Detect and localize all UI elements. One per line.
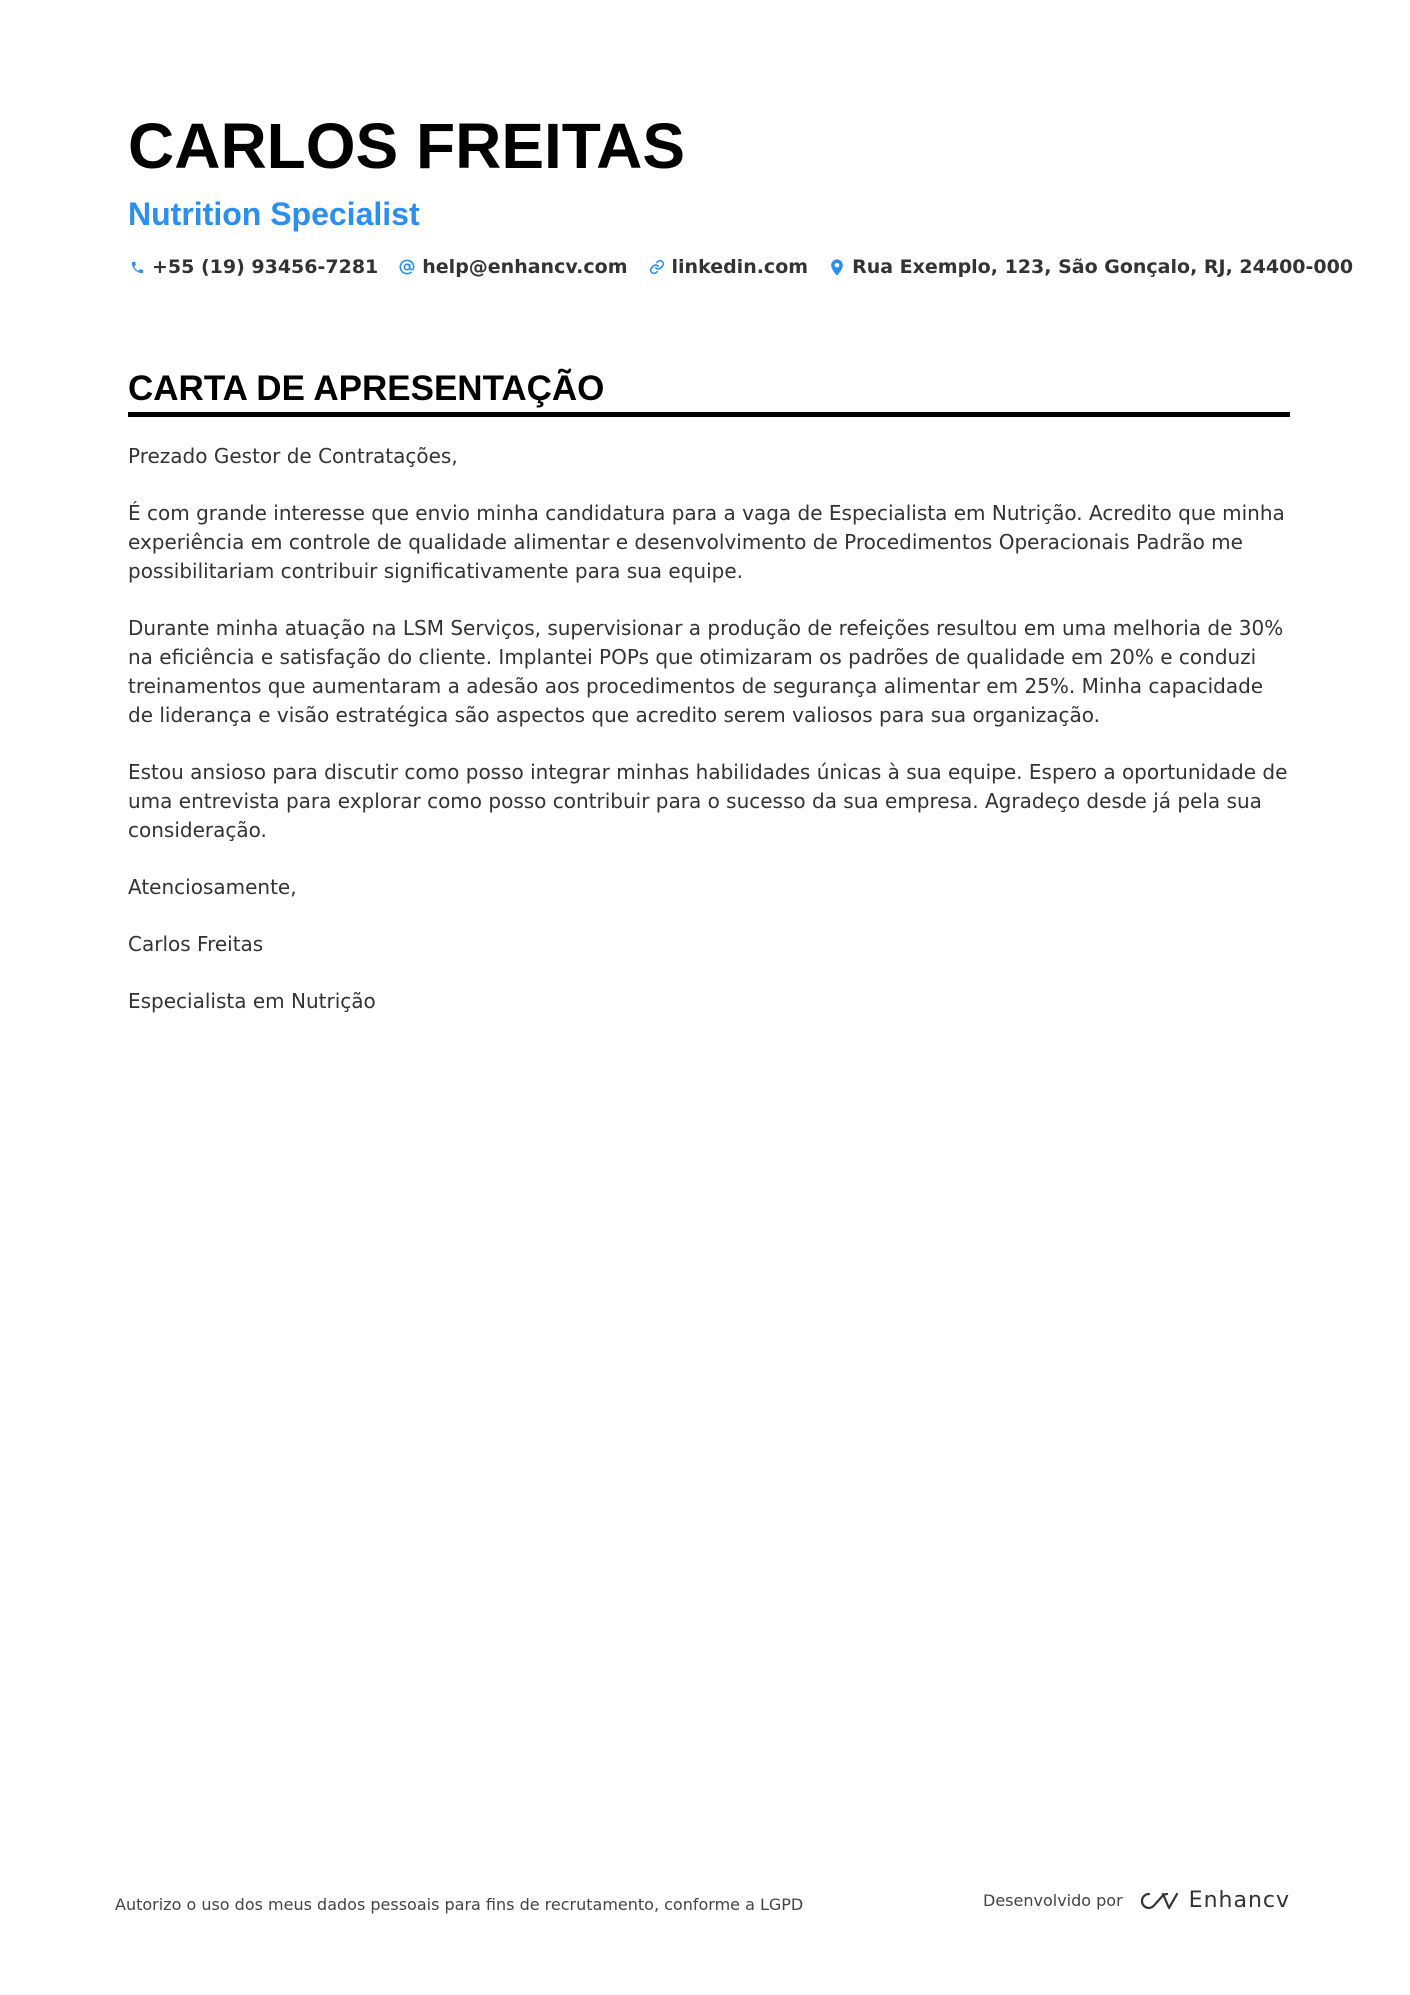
contact-address (828, 256, 1353, 278)
contact-linkedin (648, 256, 809, 278)
letter-paragraph: Estou ansioso para discutir como posso integrar minhas habilidades únicas à sua equipe. Espero a oportunidade de uma entrevista para explorar como posso contribuir para o sucesso da sua empresa. Agradeço desde já pela sua consideração. (128, 760, 1288, 842)
address: Rua Exemplo, 123, São Gonçalo, RJ, 24400-000 (852, 256, 1354, 278)
cover-letter-section (128, 368, 1290, 1044)
contact-email (398, 256, 627, 278)
job-title: Nutrition Specialist (128, 196, 420, 232)
link-icon (648, 258, 666, 276)
signature-name: Carlos Freitas (128, 932, 264, 956)
letter-paragraph: Durante minha atuação na LSM Serviços, supervisionar a produção de refeições resultou em uma melhoria de 30% na eficiência e satisfação do cliente. Implantei POPs que otimizaram os padrões de qualidade em 20% e conduzi treinamentos que aumentaram a adesão aos procedimentos de segurança alimentar em 25%. Minha capacidade de liderança e visão estratégica são aspectos que acredito serem valiosos para sua organização. (128, 616, 1284, 727)
signature-title: Especialista em Nutrição (128, 989, 376, 1013)
map-pin-icon (828, 258, 846, 276)
letter-body (128, 442, 1290, 1016)
letter-paragraph: É com grande interesse que envio minha candidatura para a vaga de Especialista em Nutrição. Acredito que minha experiência em controle de qualidade alimentar e desenvolvimento de Procedimentos Operacionais Padrão me possibilitariam contribuir significativamente para sua equipe. (128, 501, 1285, 583)
linkedin-link[interactable]: linkedin.com (671, 256, 809, 278)
built-with[interactable] (983, 1888, 1290, 1913)
at-sign-icon (398, 258, 416, 276)
contact-info (128, 256, 1354, 278)
section-title: CARTA DE APRESENTAÇÃO (128, 369, 605, 408)
letter-greeting: Prezado Gestor de Contratações, (128, 444, 458, 468)
letter-closing: Atenciosamente, (128, 875, 297, 899)
built-with-label: Desenvolvido por (983, 1891, 1123, 1910)
phone-icon (128, 258, 146, 276)
consent-note: Autorizo o uso dos meus dados pessoais para fins de recrutamento, conforme a LGPD (115, 1895, 804, 1914)
enhancv-logo-icon (1135, 1889, 1181, 1913)
contact-phone (128, 256, 378, 278)
phone-number: +55 (19) 93456-7281 (152, 256, 379, 278)
section-divider (128, 412, 1290, 417)
email-address[interactable]: help@enhancv.com (422, 256, 628, 278)
brand-name: Enhancv (1188, 1888, 1290, 1913)
candidate-name: CARLOS FREITAS (128, 110, 686, 182)
header (128, 110, 1354, 278)
